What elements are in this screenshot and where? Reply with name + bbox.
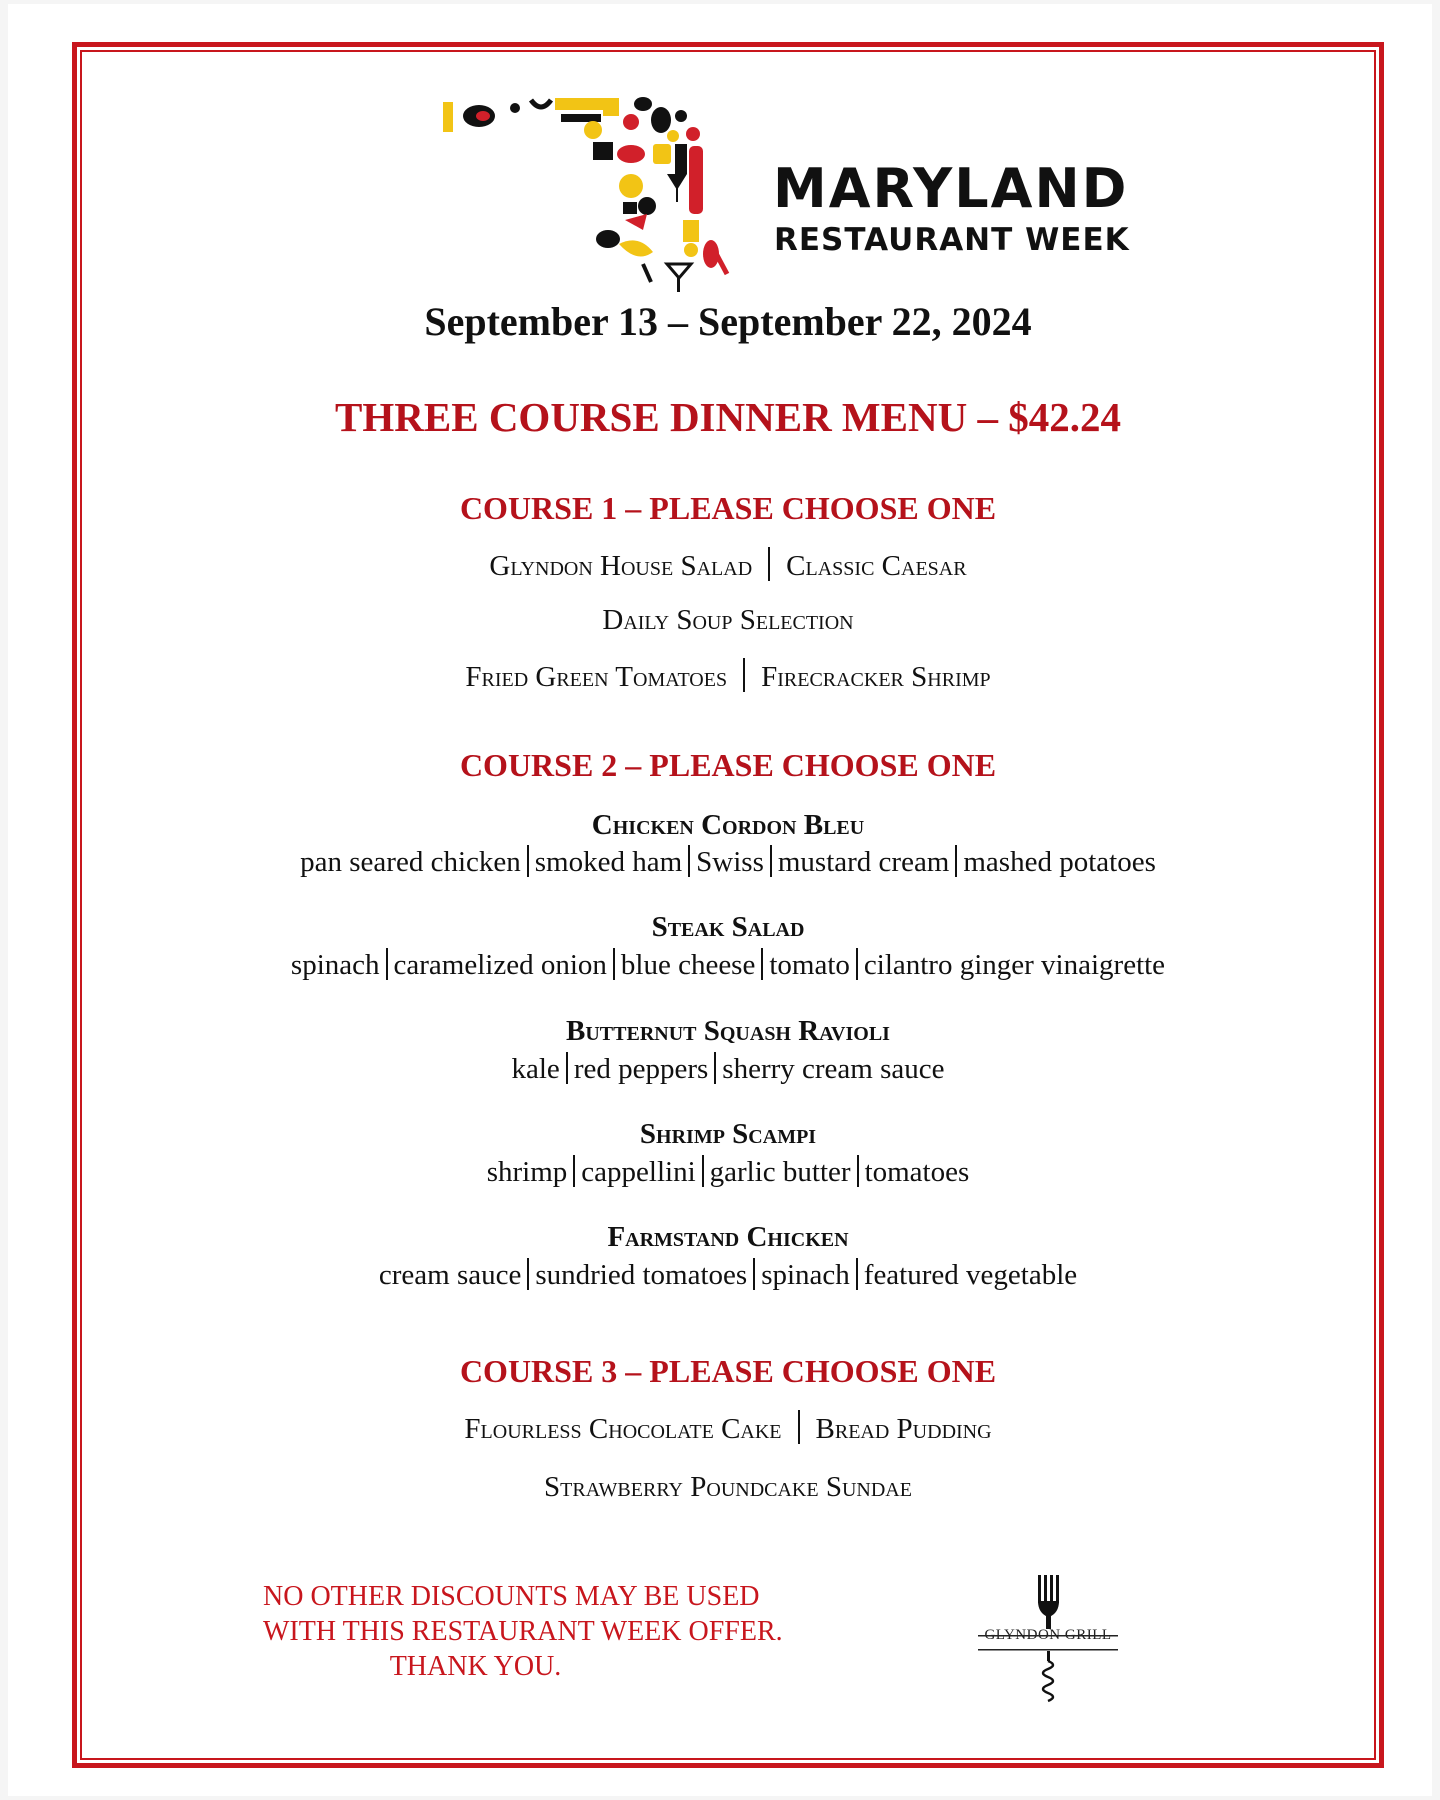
component: pan seared chicken <box>300 846 521 878</box>
notice-line: THANK YOU. <box>389 1651 562 1682</box>
menu-item: Daily Soup Selection <box>602 604 854 636</box>
divider <box>770 845 772 877</box>
food-piece <box>603 98 619 116</box>
divider <box>856 948 858 980</box>
apple-icon <box>686 127 700 141</box>
menu-title: THREE COURSE DINNER MENU – $42.24 <box>335 394 1121 440</box>
food-piece <box>634 97 652 111</box>
component: sundried tomatoes <box>535 1259 748 1291</box>
component: cappellini <box>581 1156 696 1188</box>
component: kale <box>511 1053 560 1085</box>
croissant-icon <box>531 100 551 107</box>
wine-glass-stem <box>676 188 678 202</box>
component: cream sauce <box>378 1259 522 1291</box>
component: caramelized onion <box>393 949 607 981</box>
eggplant-icon <box>596 230 620 248</box>
component: tomatoes <box>864 1156 970 1188</box>
discount-notice <box>263 1579 783 1684</box>
course-3-heading: COURSE 3 – PLEASE CHOOSE ONE <box>459 1353 997 1389</box>
beer-mug-icon <box>653 144 671 164</box>
menu-item: Fried Green Tomatoes <box>465 661 728 693</box>
bread-icon <box>651 107 671 133</box>
dish-name: Butternut Squash Ravioli <box>566 1015 890 1047</box>
component: tomato <box>769 949 850 981</box>
menu-item: Flourless Chocolate Cake <box>464 1413 782 1445</box>
component: featured vegetable <box>863 1259 1078 1291</box>
fork-corkscrew-icon <box>968 1569 1128 1759</box>
menu-item: Classic Caesar <box>786 550 967 582</box>
menu-item: Glyndon House Salad <box>489 550 753 582</box>
divider <box>688 845 690 877</box>
divider <box>527 845 529 877</box>
wine-glass-icon <box>667 174 687 190</box>
maryland-food-map-icon <box>443 94 773 294</box>
food-piece <box>593 142 613 160</box>
cheese-wedge-icon <box>683 220 699 242</box>
divider <box>857 1155 859 1187</box>
food-piece <box>684 243 698 257</box>
divider <box>955 845 957 877</box>
glyndon-grill-logo <box>968 1569 1128 1759</box>
course-1-row-1 <box>88 547 1368 583</box>
notice-line: WITH THIS RESTAURANT WEEK OFFER. <box>263 1616 783 1647</box>
component: shrimp <box>486 1156 568 1188</box>
event-dates: September 13 – September 22, 2024 <box>424 299 1032 344</box>
dish-name: Chicken Cordon Bleu <box>591 809 865 841</box>
food-piece <box>638 197 656 215</box>
food-piece <box>675 144 687 174</box>
course-3-row-1 <box>88 1410 1368 1446</box>
component: blue cheese <box>620 949 756 981</box>
lobster-icon <box>617 145 645 163</box>
component: spinach <box>290 949 380 981</box>
component: red peppers <box>573 1053 709 1085</box>
dish-description <box>88 1258 1368 1292</box>
brand-name: GLYNDON GRILL <box>984 1627 1112 1643</box>
menu-item: Bread Pudding <box>815 1413 992 1445</box>
food-piece <box>443 102 453 132</box>
plate-icon <box>619 174 643 198</box>
divider <box>856 1258 858 1290</box>
food-piece <box>623 202 637 214</box>
crab-icon <box>623 114 639 130</box>
component: spinach <box>761 1259 850 1291</box>
martini-icon <box>667 264 691 278</box>
divider <box>386 948 388 980</box>
dish-name: Steak Salad <box>651 911 805 943</box>
course-2-heading: COURSE 2 – PLEASE CHOOSE ONE <box>459 747 997 783</box>
dish-name: Farmstand Chicken <box>607 1221 849 1253</box>
food-piece <box>584 121 602 139</box>
food-piece <box>510 103 520 113</box>
dish-description <box>88 948 1368 982</box>
dish-description <box>88 1155 1368 1189</box>
steak-center <box>476 111 490 121</box>
course-1-row-3 <box>88 658 1368 694</box>
component: Swiss <box>696 846 764 878</box>
divider <box>527 1258 529 1290</box>
cake-slice-icon <box>625 214 647 230</box>
divider <box>702 1155 704 1187</box>
divider <box>798 1410 800 1444</box>
course-1-heading: COURSE 1 – PLEASE CHOOSE ONE <box>459 490 997 526</box>
component: smoked ham <box>534 846 683 878</box>
dish-name: Shrimp Scampi <box>639 1118 817 1150</box>
component: cilantro ginger vinaigrette <box>863 949 1166 981</box>
menu-page <box>8 4 1432 1796</box>
fish-icon <box>619 240 653 256</box>
menu-item: Firecracker Shrimp <box>761 661 991 693</box>
component: mashed potatoes <box>963 846 1156 878</box>
divider <box>714 1052 716 1084</box>
divider <box>613 948 615 980</box>
logo-subtitle: RESTAURANT WEEK <box>774 222 1130 258</box>
component: mustard cream <box>777 846 950 878</box>
cheese-icon <box>555 98 603 110</box>
logo-title: MARYLAND <box>773 157 1129 220</box>
divider <box>761 948 763 980</box>
menu-item: Strawberry Poundcake Sundae <box>544 1471 912 1503</box>
martini-stem <box>677 278 680 292</box>
divider <box>743 658 745 692</box>
dish-description <box>88 1052 1368 1086</box>
component: sherry cream sauce <box>722 1053 945 1085</box>
food-piece <box>667 130 679 142</box>
divider <box>573 1155 575 1187</box>
divider <box>753 1258 755 1290</box>
notice-line: NO OTHER DISCOUNTS MAY BE USED <box>263 1581 760 1612</box>
dish-description <box>88 845 1368 879</box>
divider <box>566 1052 568 1084</box>
wine-bottle-icon <box>689 146 703 214</box>
knife-icon <box>561 114 601 122</box>
food-piece <box>675 110 687 122</box>
divider <box>768 547 770 581</box>
fork-icon <box>643 264 651 282</box>
component: garlic butter <box>709 1156 851 1188</box>
